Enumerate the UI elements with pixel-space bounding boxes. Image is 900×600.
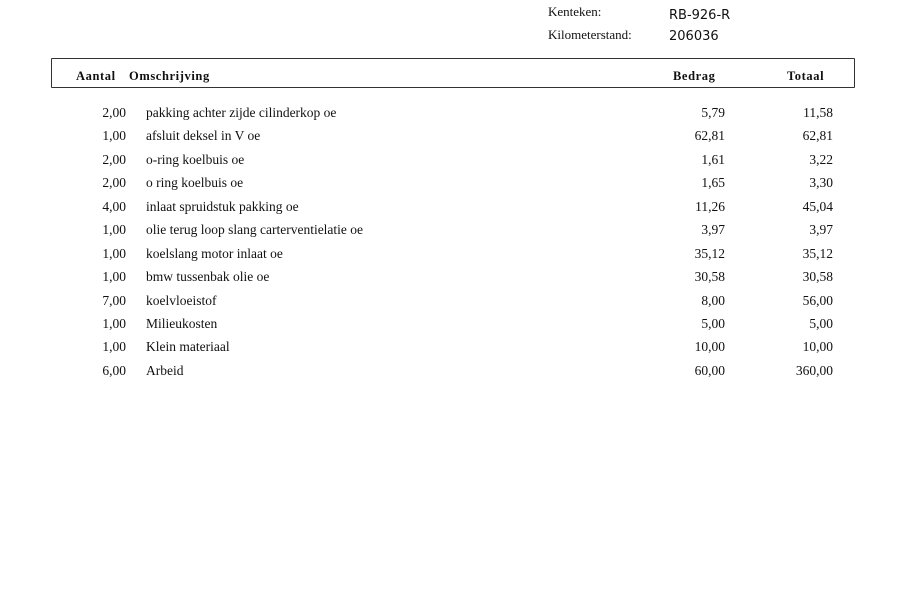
header-total: Totaal <box>787 69 825 83</box>
description-cell: o ring koelbuis oe <box>146 175 244 191</box>
amount-cell: 5,00 <box>701 315 725 331</box>
table-row <box>0 124 900 147</box>
table-row <box>0 171 900 194</box>
mileage-value: 206036 <box>669 29 719 44</box>
amount-cell: 1,61 <box>701 151 725 167</box>
quantity-cell: 7,00 <box>102 292 126 308</box>
quantity-cell: 4,00 <box>102 198 126 214</box>
quantity-cell: 1,00 <box>102 128 126 144</box>
quantity-cell: 1,00 <box>102 339 126 355</box>
header-quantity: Aantal <box>76 69 116 83</box>
total-cell: 30,58 <box>802 269 833 285</box>
license-plate-value: RB-926-R <box>669 8 731 23</box>
amount-cell: 35,12 <box>694 245 725 261</box>
amount-cell: 5,79 <box>701 105 725 120</box>
table-row <box>0 148 900 171</box>
amount-cell: 8,00 <box>701 292 725 308</box>
description-cell: afsluit deksel in V oe <box>146 128 261 144</box>
amount-cell: 30,58 <box>694 269 725 285</box>
table-row <box>0 242 900 265</box>
total-cell: 3,97 <box>809 222 833 238</box>
description-cell: Arbeid <box>146 362 184 378</box>
license-plate-label: Kenteken: <box>548 4 602 19</box>
header-description: Omschrijving <box>129 69 210 83</box>
description-cell: o-ring koelbuis oe <box>146 151 245 167</box>
table-row <box>0 289 900 312</box>
table-row <box>0 195 900 218</box>
total-cell: 35,12 <box>802 245 833 261</box>
total-cell: 5,00 <box>809 315 833 331</box>
amount-cell: 3,97 <box>701 222 725 238</box>
total-cell: 10,00 <box>802 339 833 355</box>
total-cell: 3,22 <box>809 151 833 167</box>
description-cell: olie terug loop slang carterventielatie oe <box>146 222 364 238</box>
table-row <box>0 359 900 382</box>
amount-cell: 10,00 <box>694 339 725 355</box>
mileage-label: Kilometerstand: <box>548 27 632 42</box>
description-cell: Klein materiaal <box>146 339 230 355</box>
quantity-cell: 2,00 <box>102 105 126 120</box>
quantity-cell: 1,00 <box>102 269 126 285</box>
amount-cell: 1,65 <box>701 175 725 191</box>
total-cell: 62,81 <box>802 128 833 144</box>
quantity-cell: 1,00 <box>102 245 126 261</box>
table-row <box>0 312 900 335</box>
table-row <box>0 101 900 124</box>
total-cell: 56,00 <box>802 292 833 308</box>
quantity-cell: 2,00 <box>102 151 126 167</box>
table-row <box>0 265 900 288</box>
invoice-lines <box>0 101 900 382</box>
total-cell: 3,30 <box>809 175 833 191</box>
total-cell: 11,58 <box>803 105 833 120</box>
amount-cell: 11,26 <box>695 198 725 214</box>
quantity-cell: 6,00 <box>102 362 126 378</box>
header-amount: Bedrag <box>673 69 716 83</box>
description-cell: Milieukosten <box>146 315 218 331</box>
description-cell: bmw tussenbak olie oe <box>146 269 270 285</box>
amount-cell: 62,81 <box>694 128 725 144</box>
total-cell: 360,00 <box>795 362 833 378</box>
quantity-cell: 1,00 <box>102 315 126 331</box>
table-row <box>0 335 900 358</box>
total-cell: 45,04 <box>802 198 833 214</box>
description-cell: koelvloeistof <box>146 292 217 308</box>
quantity-cell: 2,00 <box>102 175 126 191</box>
table-row <box>0 218 900 241</box>
description-cell: koelslang motor inlaat oe <box>146 245 283 261</box>
quantity-cell: 1,00 <box>102 222 126 238</box>
description-cell: inlaat spruidstuk pakking oe <box>146 198 299 214</box>
amount-cell: 60,00 <box>694 362 725 378</box>
description-cell: pakking achter zijde cilinderkop oe <box>146 105 337 120</box>
